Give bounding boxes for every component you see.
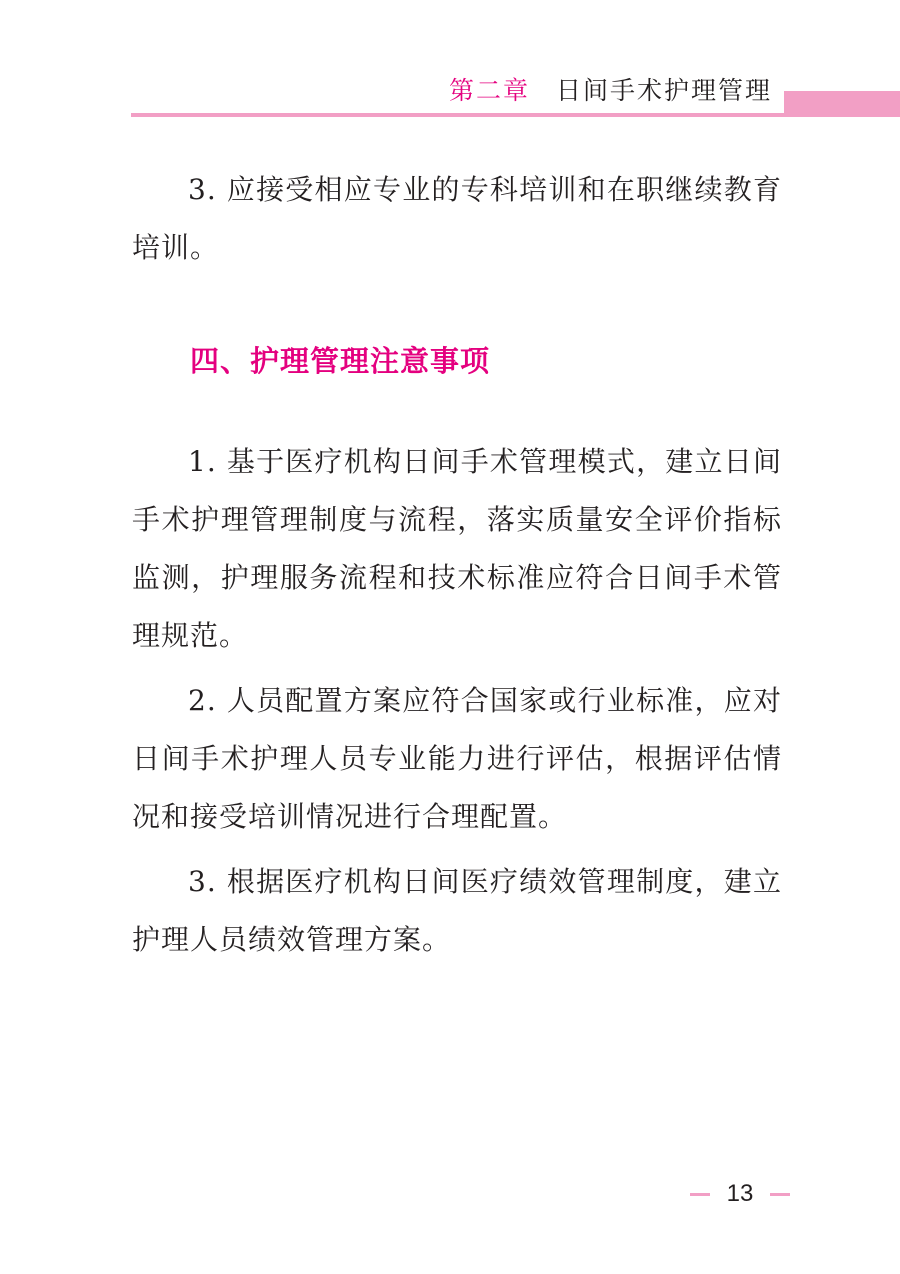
page-footer — [690, 1177, 790, 1211]
paragraph-item-2: 2. 人员配置方案应符合国家或行业标准，应对日间手术护理人员专业能力进行评估，根据评估情况和接受培训情况进行合理配置。 — [132, 684, 782, 833]
footer-dash-right — [770, 1193, 790, 1196]
header-text — [449, 74, 772, 108]
chapter-label: 第二章 — [448, 76, 530, 105]
running-header — [0, 70, 900, 120]
page-content — [132, 161, 782, 969]
page-number: 13 — [726, 1180, 754, 1207]
header-tab-block — [784, 91, 900, 117]
section-heading: 四、护理管理注意事项 — [190, 344, 491, 378]
chapter-title: 日间手术护理管理 — [555, 76, 772, 105]
header-rule — [131, 113, 784, 117]
paragraph-item-3b: 3. 根据医疗机构日间医疗绩效管理制度，建立护理人员绩效管理方案。 — [132, 865, 782, 956]
paragraph-item-3: 3. 应接受相应专业的专科培训和在职继续教育培训。 — [132, 173, 782, 264]
paragraph-item-1: 1. 基于医疗机构日间手术管理模式，建立日间手术护理管理制度与流程，落实质量安全评价指标监测，护理服务流程和技术标准应符合日间手术管理规范。 — [132, 445, 782, 652]
footer-dash-left — [690, 1193, 710, 1196]
